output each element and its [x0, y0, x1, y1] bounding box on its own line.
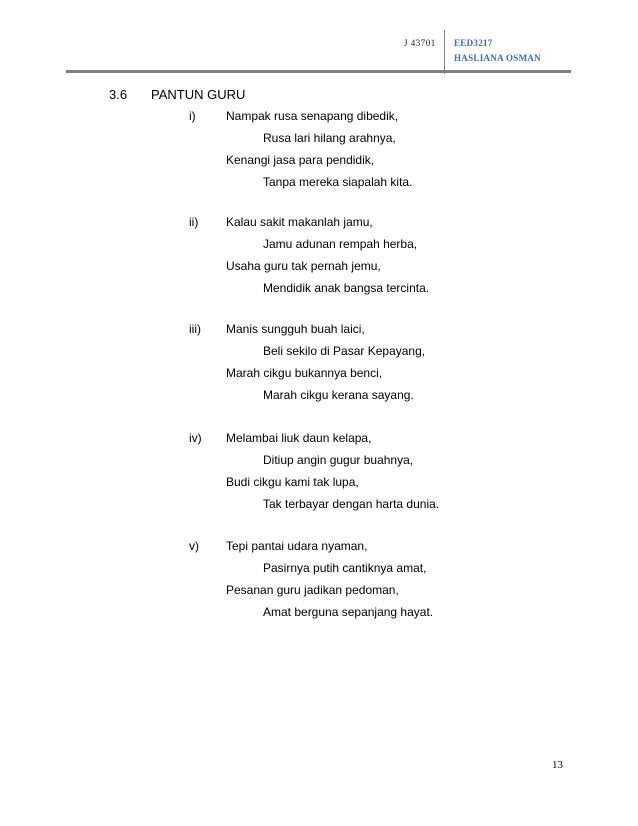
section-number: 3.6: [109, 87, 128, 102]
stanza-line: Tanpa mereka siapalah kita.: [263, 175, 413, 189]
stanza-line: Tak terbayar dengan harta dunia.: [263, 497, 440, 511]
stanza-line: Manis sungguh buah laici,: [226, 322, 365, 336]
stanza-line: Budi cikgu kami tak lupa,: [226, 475, 359, 489]
stanza-line: Tepi pantai udara nyaman,: [226, 539, 368, 553]
header-course-code: EED3217: [454, 38, 493, 48]
stanza-line: Pesanan guru jadikan pedoman,: [226, 583, 399, 597]
stanza-line: Beli sekilo di Pasar Kepayang,: [263, 344, 426, 358]
stanza-4: [0, 431, 638, 521]
stanza-line: Marah cikgu kerana sayang.: [263, 388, 414, 402]
stanza-line: Marah cikgu bukannya benci,: [226, 366, 383, 380]
stanza-line: Rusa lari hilang arahnya,: [263, 131, 396, 145]
stanza-number: ii): [189, 215, 199, 229]
section-title: PANTUN GURU: [151, 87, 246, 102]
stanza-5: [0, 539, 638, 629]
stanza-3: [0, 322, 638, 412]
stanza-line: Kalau sakit makanlah jamu,: [226, 215, 373, 229]
stanza-line: Ditiup angin gugur buahnya,: [263, 453, 414, 467]
header-author: HASLIANA OSMAN: [454, 53, 541, 63]
stanza-line: Amat berguna sepanjang hayat.: [263, 605, 434, 619]
stanza-number: iv): [189, 431, 202, 445]
stanza-line: Mendidik anak bangsa tercinta.: [263, 281, 430, 295]
stanza-2: [0, 215, 638, 305]
stanza-line: Nampak rusa senapang dibedik,: [226, 109, 399, 123]
stanza-line: Jamu adunan rempah herba,: [263, 237, 418, 251]
stanza-line: Usaha guru tak pernah jemu,: [226, 259, 381, 273]
stanza-line: Melambai liuk daun kelapa,: [226, 431, 372, 445]
stanza-number: v): [189, 539, 199, 553]
page-number: 13: [552, 759, 563, 771]
header-code: J 43701: [404, 38, 436, 48]
page-header: [0, 30, 638, 74]
stanza-1: [0, 109, 638, 199]
header-divider-vertical: [444, 30, 445, 74]
stanza-number: iii): [189, 322, 201, 336]
stanza-line: Kenangi jasa para pendidik,: [226, 153, 375, 167]
header-divider-horizontal: [66, 70, 571, 73]
stanza-number: i): [189, 109, 196, 123]
stanza-line: Pasirnya putih cantiknya amat,: [263, 561, 427, 575]
